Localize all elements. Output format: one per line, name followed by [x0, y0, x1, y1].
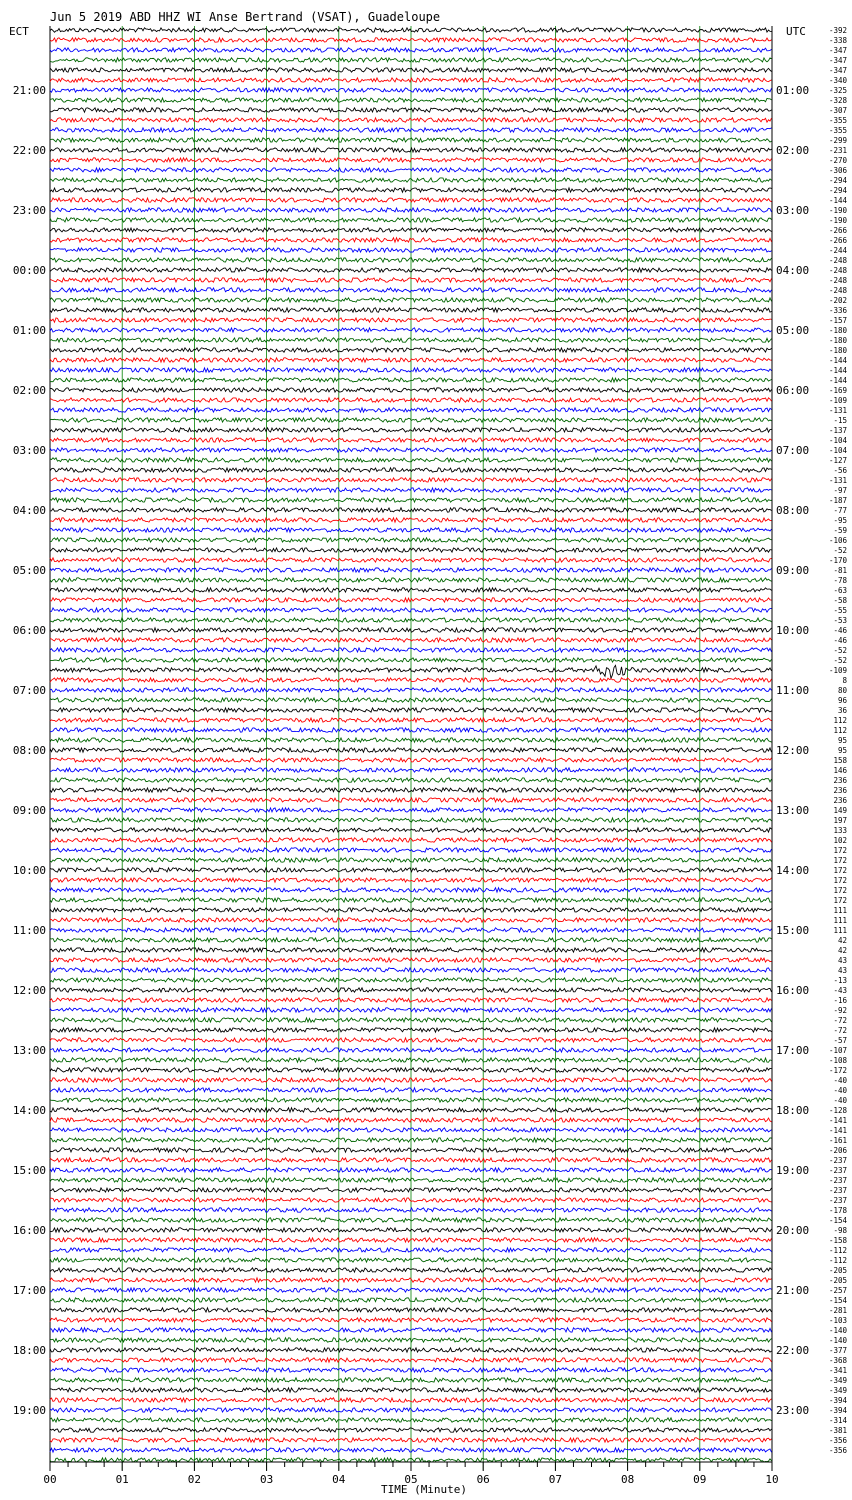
trace-offset-label: -43 — [833, 986, 847, 995]
right-hour-label: 23:00 — [776, 1404, 810, 1417]
trace-offset-label: -248 — [828, 256, 847, 265]
x-tick-label: 03 — [259, 1473, 274, 1486]
trace-offset-label: 8 — [842, 676, 847, 685]
x-tick-label: 01 — [115, 1473, 129, 1486]
trace-offset-column — [829, 26, 848, 1455]
trace-offset-label: -144 — [828, 356, 847, 365]
trace-offset-label: -190 — [828, 206, 847, 215]
trace-offset-label: -294 — [828, 176, 847, 185]
left-hour-label: 03:00 — [12, 444, 46, 457]
left-hour-label: 02:00 — [12, 384, 46, 397]
trace-offset-label: -56 — [833, 466, 847, 475]
left-hour-label: 00:00 — [12, 264, 46, 277]
trace-offset-label: -180 — [828, 336, 847, 345]
trace-offset-label: -104 — [828, 446, 847, 455]
right-hour-label: 06:00 — [776, 384, 810, 397]
trace-offset-label: -180 — [828, 346, 847, 355]
trace-offset-label: -306 — [828, 166, 847, 175]
trace-offset-label: -131 — [828, 476, 847, 485]
trace-offset-label: -13 — [833, 976, 847, 985]
left-hour-label: 22:00 — [12, 144, 46, 157]
right-hour-label: 13:00 — [776, 804, 810, 817]
trace-offset-label: -108 — [828, 1056, 847, 1065]
trace-offset-label: -281 — [828, 1306, 847, 1315]
trace-offset-label: -205 — [828, 1276, 847, 1285]
trace-offset-label: -154 — [828, 1216, 847, 1225]
x-tick-label: 02 — [187, 1473, 202, 1486]
left-hour-label: 01:00 — [12, 324, 46, 337]
trace-offset-label: 111 — [833, 906, 847, 915]
trace-offset-label: -97 — [833, 486, 847, 495]
trace-offset-label: -266 — [828, 226, 847, 235]
trace-offset-label: -170 — [828, 556, 847, 565]
x-tick-label: 08 — [620, 1473, 635, 1486]
trace-offset-label: -266 — [828, 236, 847, 245]
right-hour-label: 08:00 — [776, 504, 810, 517]
trace-offset-label: -112 — [828, 1256, 847, 1265]
trace-offset-label: -169 — [828, 386, 847, 395]
right-hour-label: 10:00 — [776, 624, 810, 637]
trace-offset-label: -205 — [828, 1266, 847, 1275]
trace-offset-label: 172 — [833, 846, 847, 855]
trace-offset-label: -180 — [828, 326, 847, 335]
trace-offset-label: -307 — [828, 106, 847, 115]
trace-offset-label: -46 — [833, 636, 847, 645]
left-hour-label: 11:00 — [12, 924, 46, 937]
trace-offset-label: -257 — [828, 1286, 847, 1295]
trace-offset-label: 80 — [837, 686, 847, 695]
trace-offset-label: -190 — [828, 216, 847, 225]
left-hour-label: 08:00 — [12, 744, 46, 757]
trace-offset-label: -57 — [833, 1036, 847, 1045]
trace-offset-label: -237 — [828, 1166, 847, 1175]
trace-offset-label: -137 — [828, 426, 847, 435]
trace-offset-label: -52 — [833, 546, 847, 555]
trace-offset-label: 146 — [833, 766, 847, 775]
left-hour-label: 14:00 — [12, 1104, 46, 1117]
trace-offset-label: 172 — [833, 866, 847, 875]
x-tick-label: 04 — [332, 1473, 346, 1486]
trace-offset-label: -46 — [833, 626, 847, 635]
trace-offset-label: -394 — [828, 1396, 847, 1405]
trace-offset-label: -248 — [828, 266, 847, 275]
right-hour-label: 04:00 — [776, 264, 810, 277]
trace-offset-label: 95 — [837, 736, 847, 745]
trace-offset-label: 172 — [833, 896, 847, 905]
trace-offset-label: -349 — [828, 1386, 847, 1395]
trace-offset-label: -270 — [828, 156, 847, 165]
trace-offset-label: -336 — [828, 306, 847, 315]
trace-offset-label: -237 — [828, 1196, 847, 1205]
trace-offset-label: -347 — [828, 56, 847, 65]
trace-offset-label: -72 — [833, 1026, 847, 1035]
trace-offset-label: -92 — [833, 1006, 847, 1015]
trace-offset-label: 112 — [833, 726, 847, 735]
right-hour-label: 03:00 — [776, 204, 810, 217]
trace-offset-label: -392 — [828, 26, 847, 35]
right-hour-label: 20:00 — [776, 1224, 810, 1237]
trace-offset-label: -202 — [828, 296, 847, 305]
trace-offset-label: -355 — [828, 126, 847, 135]
right-hour-label: 21:00 — [776, 1284, 810, 1297]
trace-offset-label: 111 — [833, 926, 847, 935]
trace-offset-label: -55 — [833, 606, 847, 615]
trace-offset-label: -328 — [828, 96, 847, 105]
left-hour-label: 05:00 — [12, 564, 46, 577]
trace-offset-label: 172 — [833, 856, 847, 865]
trace-offset-label: -347 — [828, 66, 847, 75]
trace-offset-label: -141 — [828, 1126, 847, 1135]
x-tick-label: 10 — [765, 1473, 779, 1486]
trace-offset-label: -161 — [828, 1136, 847, 1145]
right-hour-label: 12:00 — [776, 744, 810, 757]
trace-offset-label: -140 — [828, 1326, 847, 1335]
trace-offset-label: -52 — [833, 646, 847, 655]
trace-offset-label: 236 — [833, 776, 847, 785]
trace-offset-label: -206 — [828, 1146, 847, 1155]
trace-offset-label: -299 — [828, 136, 847, 145]
trace-offset-label: -107 — [828, 1046, 847, 1055]
trace-offset-label: -140 — [828, 1336, 847, 1345]
trace-offset-label: 111 — [833, 916, 847, 925]
trace-offset-label: -141 — [828, 1116, 847, 1125]
left-hour-axis — [13, 84, 46, 1417]
trace-offset-label: -314 — [828, 1416, 847, 1425]
trace-offset-label: 42 — [837, 946, 847, 955]
trace-offset-label: -231 — [828, 146, 847, 155]
x-tick-label: 05 — [404, 1473, 418, 1486]
trace-offset-label: 42 — [837, 936, 847, 945]
left-hour-label: 10:00 — [12, 864, 46, 877]
trace-offset-label: 96 — [837, 696, 847, 705]
left-hour-label: 06:00 — [12, 624, 46, 637]
trace-offset-label: -77 — [833, 506, 847, 515]
trace-offset-label: -144 — [828, 366, 847, 375]
trace-offset-label: 149 — [833, 806, 847, 815]
trace-offset-label: -131 — [828, 406, 847, 415]
x-tick-label: 09 — [693, 1473, 707, 1486]
trace-offset-label: 172 — [833, 876, 847, 885]
trace-offset-label: -103 — [828, 1316, 847, 1325]
trace-offset-label: -172 — [828, 1066, 847, 1075]
trace-offset-label: -325 — [828, 86, 847, 95]
left-timezone-label: ECT — [9, 25, 29, 38]
right-hour-label: 14:00 — [776, 864, 810, 877]
left-hour-label: 21:00 — [12, 84, 46, 97]
trace-offset-label: -158 — [828, 1236, 847, 1245]
trace-offset-label: -248 — [828, 286, 847, 295]
trace-offset-label: -59 — [833, 526, 847, 535]
right-hour-label: 02:00 — [776, 144, 810, 157]
trace-offset-label: -63 — [833, 586, 847, 595]
right-hour-axis — [776, 84, 809, 1417]
trace-offset-label: -356 — [828, 1446, 847, 1455]
trace-offset-label: -128 — [828, 1106, 847, 1115]
trace-offset-label: -347 — [828, 46, 847, 55]
trace-offset-label: 236 — [833, 786, 847, 795]
trace-offset-label: 236 — [833, 796, 847, 805]
trace-offset-label: -157 — [828, 316, 847, 325]
left-hour-label: 12:00 — [12, 984, 46, 997]
trace-offset-label: -154 — [828, 1296, 847, 1305]
trace-offset-label: 36 — [837, 706, 847, 715]
right-hour-label: 05:00 — [776, 324, 810, 337]
trace-offset-label: -394 — [828, 1406, 847, 1415]
trace-offset-label: -294 — [828, 186, 847, 195]
left-hour-label: 07:00 — [12, 684, 46, 697]
trace-offset-label: 43 — [837, 966, 847, 975]
trace-offset-label: -16 — [833, 996, 847, 1005]
trace-offset-label: -106 — [828, 536, 847, 545]
trace-offset-label: -248 — [828, 276, 847, 285]
trace-offset-label: -187 — [828, 496, 847, 505]
left-hour-label: 23:00 — [12, 204, 46, 217]
trace-offset-label: -72 — [833, 1016, 847, 1025]
trace-offset-label: 158 — [833, 756, 847, 765]
trace-offset-label: 43 — [837, 956, 847, 965]
trace-offset-label: -356 — [828, 1436, 847, 1445]
right-hour-label: 18:00 — [776, 1104, 810, 1117]
trace-offset-label: -377 — [828, 1346, 847, 1355]
trace-offset-label: -355 — [828, 116, 847, 125]
trace-offset-label: 112 — [833, 716, 847, 725]
left-hour-label: 19:00 — [12, 1404, 46, 1417]
trace-offset-label: -40 — [833, 1086, 847, 1095]
right-hour-label: 01:00 — [776, 84, 810, 97]
trace-offset-label: -340 — [828, 76, 847, 85]
trace-offset-label: -95 — [833, 516, 847, 525]
trace-offset-label: -109 — [828, 666, 847, 675]
minute-gridlines — [50, 26, 772, 1470]
trace-offset-label: -15 — [833, 416, 847, 425]
right-hour-label: 11:00 — [776, 684, 810, 697]
left-hour-label: 15:00 — [12, 1164, 46, 1177]
trace-offset-label: 102 — [833, 836, 847, 845]
trace-offset-label: -53 — [833, 616, 847, 625]
right-hour-label: 22:00 — [776, 1344, 810, 1357]
trace-offset-label: -144 — [828, 196, 847, 205]
trace-offset-label: -237 — [828, 1186, 847, 1195]
left-hour-label: 09:00 — [12, 804, 46, 817]
left-hour-label: 16:00 — [12, 1224, 46, 1237]
trace-offset-label: -52 — [833, 656, 847, 665]
right-timezone-label: UTC — [786, 25, 806, 38]
right-hour-label: 16:00 — [776, 984, 810, 997]
x-tick-label: 07 — [548, 1473, 563, 1486]
trace-offset-label: -109 — [828, 396, 847, 405]
trace-offset-label: -237 — [828, 1156, 847, 1165]
left-hour-label: 04:00 — [12, 504, 46, 517]
trace-offset-label: -104 — [828, 436, 847, 445]
trace-offset-label: -144 — [828, 376, 847, 385]
trace-offset-label: -349 — [828, 1376, 847, 1385]
trace-offset-label: -112 — [828, 1246, 847, 1255]
trace-offset-label: 172 — [833, 886, 847, 895]
trace-offset-label: -368 — [828, 1356, 847, 1365]
right-hour-label: 19:00 — [776, 1164, 810, 1177]
trace-offset-label: -78 — [833, 576, 847, 585]
trace-offset-label: -81 — [833, 566, 847, 575]
left-hour-label: 13:00 — [12, 1044, 46, 1057]
trace-offset-label: -338 — [828, 36, 847, 45]
trace-offset-label: 95 — [837, 746, 847, 755]
trace-offset-label: -40 — [833, 1096, 847, 1105]
trace-offset-label: 197 — [833, 816, 847, 825]
trace-offset-label: -244 — [828, 246, 847, 255]
right-hour-label: 17:00 — [776, 1044, 810, 1057]
x-axis-title: TIME (Minute) — [380, 1483, 468, 1496]
trace-offset-label: -127 — [828, 456, 847, 465]
right-hour-label: 07:00 — [776, 444, 810, 457]
right-hour-label: 09:00 — [776, 564, 810, 577]
trace-offset-label: -40 — [833, 1076, 847, 1085]
trace-offset-label: -98 — [833, 1226, 847, 1235]
trace-offset-label: -341 — [828, 1366, 847, 1375]
chart-title: Jun 5 2019 ABD HHZ WI Anse Bertrand (VSAT), Guadeloupe — [50, 10, 441, 24]
x-tick-label: 00 — [43, 1473, 57, 1486]
trace-offset-label: -381 — [828, 1426, 847, 1435]
trace-offset-label: 133 — [833, 826, 847, 835]
x-tick-label: 06 — [476, 1473, 490, 1486]
trace-offset-label: -58 — [833, 596, 847, 605]
left-hour-label: 18:00 — [12, 1344, 46, 1357]
trace-offset-label: -178 — [828, 1206, 847, 1215]
left-hour-label: 17:00 — [12, 1284, 46, 1297]
right-hour-label: 15:00 — [776, 924, 810, 937]
trace-offset-label: -237 — [828, 1176, 847, 1185]
